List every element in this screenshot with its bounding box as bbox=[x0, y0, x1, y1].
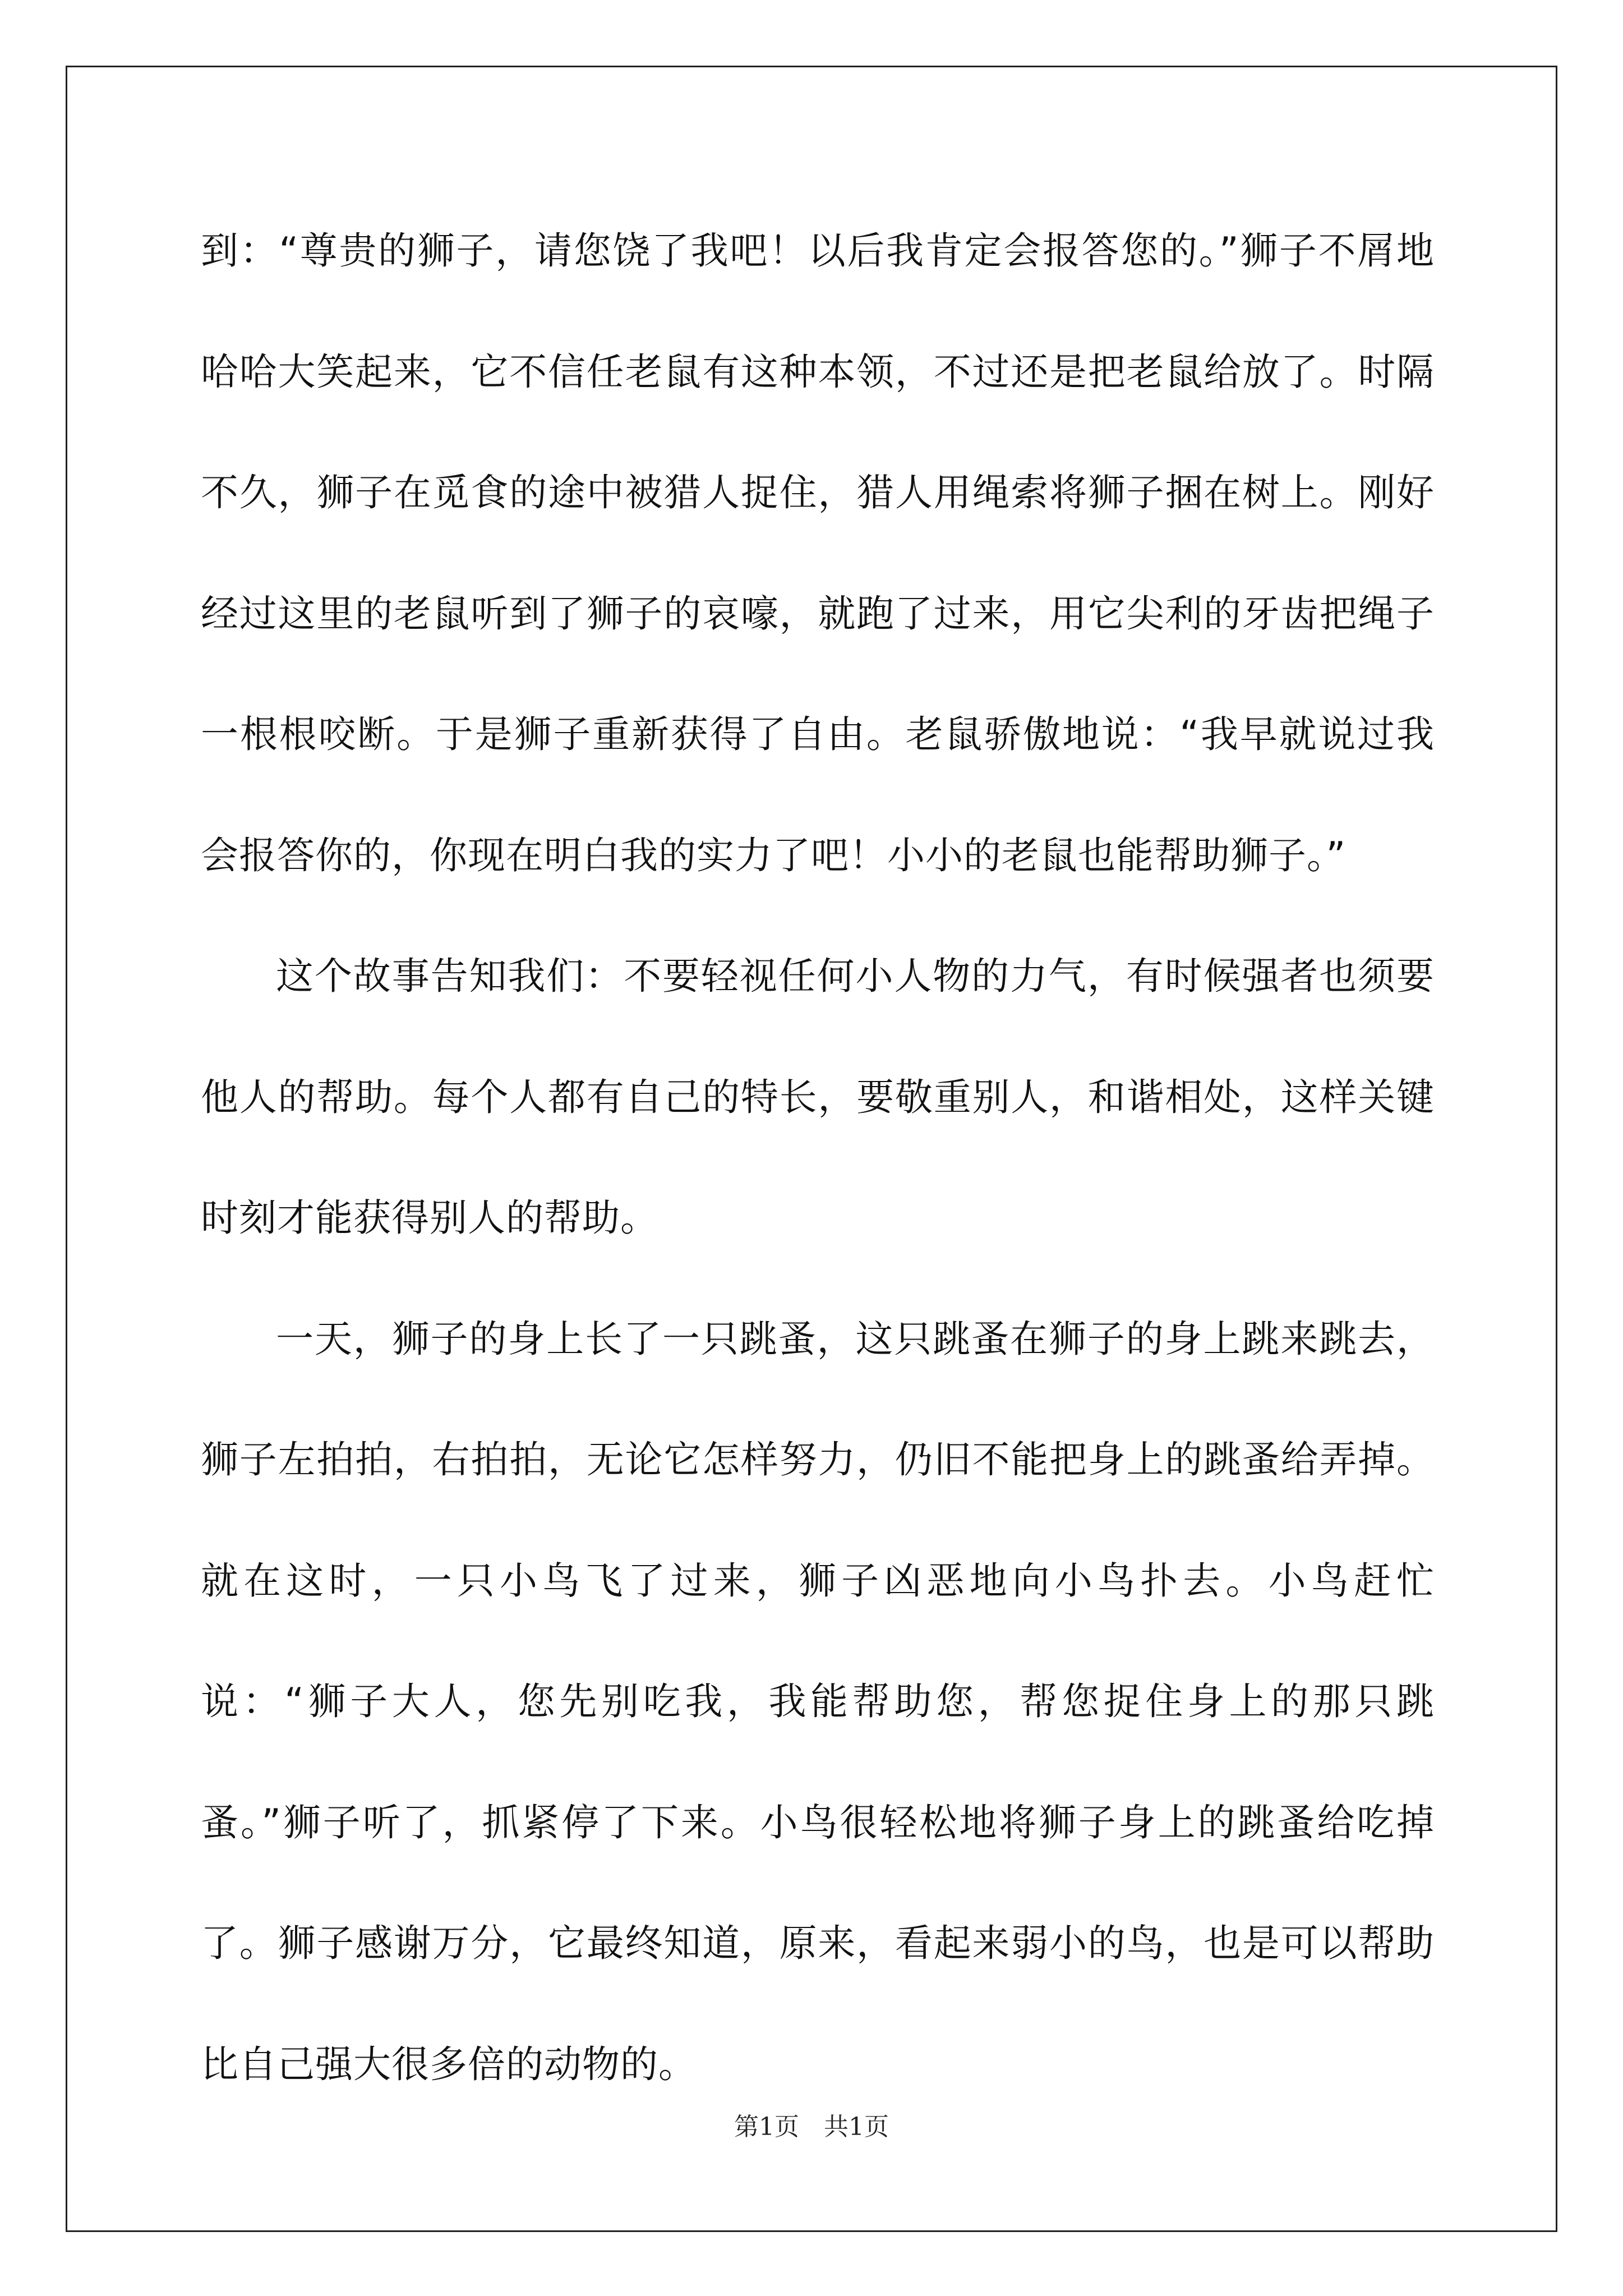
paragraph-2: 这个故事告知我们：不要轻视任何小人物的力气，有时候强者也须要他人的帮助。每个人都有自己的特长，要敬重别人，和谐相处，这样关键时刻才能获得别人的帮助。 bbox=[201, 954, 1435, 1240]
document-body bbox=[201, 191, 1435, 2125]
paragraph-1: 到：“尊贵的狮子，请您饶了我吧！以后我肯定会报答您的。”狮子不屑地哈哈大笑起来，它不信任老鼠有这种本领，不过还是把老鼠给放了。时隔不久，狮子在觅食的途中被猎人捉住，猎人用绳索将狮子捆在树上。刚好经过这里的老鼠听到了狮子的哀嚎，就跑了过来，用它尖利的牙齿把绳子一根根咬断。于是狮子重新获得了自由。老鼠骄傲地说：“我早就说过我会报答你的，你现在明白我的实力了吧！小小的老鼠也能帮助狮子。” bbox=[201, 229, 1435, 877]
paragraph-3: 一天，狮子的身上长了一只跳蚤，这只跳蚤在狮子的身上跳来跳去，狮子左拍拍，右拍拍，无论它怎样努力，仍旧不能把身上的跳蚤给弄掉。就在这时，一只小鸟飞了过来，狮子凶恶地向小鸟扑去。小鸟赶忙说：“狮子大人，您先别吃我，我能帮助您，帮您捉住身上的那只跳蚤。”狮子听了，抓紧停了下来。小鸟很轻松地将狮子身上的跳蚤给吃掉了。狮子感谢万分，它最终知道，原来，看起来弱小的鸟，也是可以帮助比自己强大很多倍的动物的。 bbox=[201, 1317, 1435, 2086]
page-footer: 第1页 共1页 bbox=[734, 2113, 889, 2141]
